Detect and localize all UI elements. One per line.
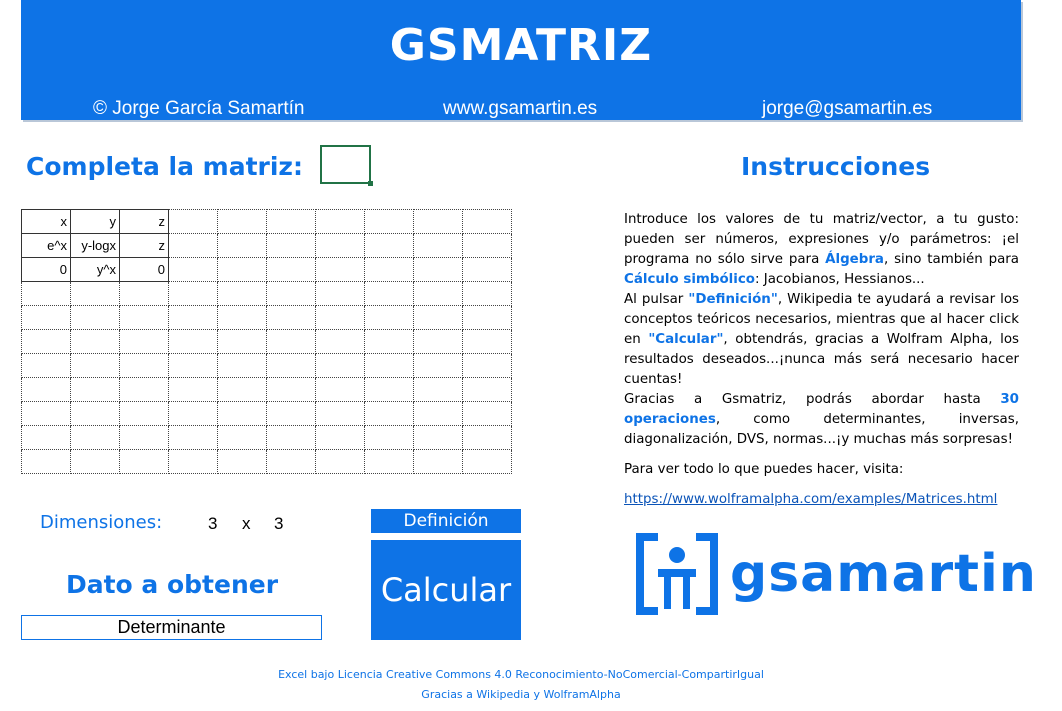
matrix-cell[interactable]	[365, 258, 414, 282]
dimensions-cols[interactable]: 3	[274, 514, 284, 533]
matrix-cell[interactable]	[316, 282, 365, 306]
matrix-cell[interactable]	[169, 378, 218, 402]
matrix-cell[interactable]	[267, 450, 316, 474]
text-span: , sino también para	[883, 252, 1020, 267]
matrix-cell[interactable]	[316, 378, 365, 402]
matrix-cell[interactable]: y	[71, 210, 120, 234]
matrix-cell[interactable]	[169, 282, 218, 306]
highlight-operaciones: 30 operaciones	[624, 392, 1019, 427]
instructions-paragraph-2	[624, 290, 1019, 390]
text-span: Introduce los valores de tu matriz/vector, a tu gusto: pueden ser números, expresiones y/o parámetros: ¡el programa no sólo sirve para	[624, 212, 1019, 267]
matrix-cell[interactable]	[71, 378, 120, 402]
matrix-cell[interactable]	[218, 234, 267, 258]
matrix-cell[interactable]	[71, 282, 120, 306]
matrix-cell[interactable]	[22, 306, 71, 330]
text-span: , obtendrás, gracias a Wolfram Alpha, los resultados deseados...¡nunca más será necesario hacer cuentas!	[624, 332, 1019, 387]
matrix-cell[interactable]	[365, 378, 414, 402]
operation-select[interactable]: Determinante	[21, 615, 322, 640]
matrix-cell[interactable]	[267, 426, 316, 450]
matrix-cell[interactable]	[316, 306, 365, 330]
matrix-cell[interactable]	[169, 426, 218, 450]
matrix-cell[interactable]	[316, 258, 365, 282]
matrix-cell[interactable]	[120, 426, 169, 450]
matrix-cell[interactable]	[316, 210, 365, 234]
matrix-cell[interactable]	[463, 234, 512, 258]
dimensions-rows[interactable]: 3	[208, 514, 218, 533]
matrix-cell[interactable]	[218, 330, 267, 354]
matrix-cell[interactable]	[120, 282, 169, 306]
matrix-row	[22, 330, 512, 354]
matrix-cell[interactable]	[463, 450, 512, 474]
matrix-row	[22, 282, 512, 306]
app-title: GSMATRIZ	[389, 20, 653, 71]
matrix-cell[interactable]	[414, 306, 463, 330]
matrix-cell[interactable]	[71, 330, 120, 354]
matrix-cell[interactable]	[365, 402, 414, 426]
matrix-cell[interactable]	[22, 450, 71, 474]
calculate-button[interactable]: Calcular	[371, 540, 521, 640]
header-banner	[21, 0, 1021, 120]
matrix-cell[interactable]	[22, 330, 71, 354]
dimensions-separator: x	[242, 514, 251, 533]
website-text: www.gsamartin.es	[443, 98, 598, 119]
matrix-cell[interactable]	[169, 258, 218, 282]
text-span: , como determinantes, inversas, diagonalización, DVS, normas...¡y muchas más sorpresas!	[624, 412, 1019, 447]
matrix-cell[interactable]	[463, 258, 512, 282]
matrix-cell[interactable]	[267, 330, 316, 354]
instructions-paragraph-1	[624, 210, 1019, 290]
matrix-cell[interactable]	[71, 306, 120, 330]
wolfram-link[interactable]: https://www.wolframalpha.com/examples/Matrices.html	[624, 492, 998, 507]
matrix-cell[interactable]	[267, 282, 316, 306]
matrix-cell[interactable]	[218, 426, 267, 450]
dimensions-label: Dimensiones:	[40, 512, 163, 533]
matrix-cell[interactable]	[463, 210, 512, 234]
matrix-cell[interactable]	[463, 378, 512, 402]
matrix-cell[interactable]	[120, 330, 169, 354]
matrix-cell[interactable]	[120, 450, 169, 474]
matrix-cell[interactable]: e^x	[22, 234, 71, 258]
matrix-cell[interactable]	[267, 258, 316, 282]
matrix-cell[interactable]	[365, 426, 414, 450]
matrix-cell[interactable]	[463, 402, 512, 426]
matrix-cell[interactable]	[267, 402, 316, 426]
text-span: , Wikipedia te ayudará a revisar los conceptos teóricos necesarios, mientras que al hacer click en	[624, 292, 1020, 347]
instructions-text	[624, 210, 1019, 510]
matrix-cell[interactable]	[218, 258, 267, 282]
matrix-cell[interactable]	[169, 210, 218, 234]
matrix-cell[interactable]	[267, 306, 316, 330]
matrix-cell[interactable]	[463, 282, 512, 306]
matrix-cell[interactable]	[218, 450, 267, 474]
matrix-cell[interactable]	[414, 282, 463, 306]
matrix-grid	[21, 209, 512, 474]
text-span: Al pulsar	[624, 292, 689, 307]
matrix-cell[interactable]	[120, 402, 169, 426]
matrix-cell[interactable]: y-logx	[71, 234, 120, 258]
matrix-cell[interactable]	[22, 426, 71, 450]
matrix-cell[interactable]	[414, 450, 463, 474]
copyright-text: © Jorge García Samartín	[93, 98, 305, 119]
instructions-heading: Instrucciones	[741, 152, 931, 181]
matrix-cell[interactable]	[71, 426, 120, 450]
gsamartin-logo	[636, 533, 1037, 615]
matrix-cell[interactable]	[365, 306, 414, 330]
selected-cell[interactable]	[320, 145, 371, 184]
highlight-definicion: "Definición"	[688, 292, 778, 307]
matrix-cell[interactable]	[316, 450, 365, 474]
matrix-cell[interactable]	[218, 282, 267, 306]
matrix-cell[interactable]	[414, 378, 463, 402]
matrix-cell[interactable]	[316, 330, 365, 354]
highlight-algebra: Álgebra	[825, 252, 884, 267]
dato-heading: Dato a obtener	[65, 570, 279, 599]
matrix-cell[interactable]	[22, 282, 71, 306]
matrix-row	[22, 354, 512, 378]
matrix-row	[22, 306, 512, 330]
matrix-cell[interactable]	[22, 354, 71, 378]
matrix-row	[22, 426, 512, 450]
matrix-cell[interactable]	[414, 258, 463, 282]
matrix-cell[interactable]	[169, 354, 218, 378]
matrix-cell[interactable]	[365, 234, 414, 258]
matrix-cell[interactable]	[365, 450, 414, 474]
matrix-cell[interactable]	[22, 378, 71, 402]
matrix-cell[interactable]	[71, 402, 120, 426]
footer-license: Excel bajo Licencia Creative Commons 4.0 Reconocimiento-NoComercial-CompartirIgual	[278, 668, 764, 681]
matrix-cell[interactable]: 0	[120, 258, 169, 282]
matrix-cell[interactable]	[414, 330, 463, 354]
matrix-cell[interactable]	[414, 426, 463, 450]
email-text: jorge@gsamartin.es	[762, 98, 933, 119]
matrix-cell[interactable]	[267, 234, 316, 258]
matrix-cell[interactable]	[365, 210, 414, 234]
highlight-calcular: "Calcular"	[648, 332, 724, 347]
matrix-cell[interactable]	[267, 378, 316, 402]
footer-thanks: Gracias a Wikipedia y WolframAlpha	[421, 688, 621, 701]
matrix-cell[interactable]	[463, 330, 512, 354]
matrix-row	[22, 210, 512, 234]
matrix-cell[interactable]	[218, 378, 267, 402]
definition-button[interactable]: Definición	[371, 509, 521, 533]
matrix-cell[interactable]	[316, 426, 365, 450]
matrix-cell[interactable]: z	[120, 234, 169, 258]
matrix-cell[interactable]	[22, 402, 71, 426]
instructions-paragraph-4: Para ver todo lo que puedes hacer, visita:	[624, 462, 904, 477]
matrix-cell[interactable]	[463, 426, 512, 450]
matrix-cell[interactable]	[463, 306, 512, 330]
matrix-cell[interactable]	[218, 402, 267, 426]
matrix-cell[interactable]: 0	[22, 258, 71, 282]
matrix-cell[interactable]	[316, 234, 365, 258]
matrix-cell[interactable]	[316, 402, 365, 426]
matrix-row	[22, 402, 512, 426]
matrix-cell[interactable]	[120, 306, 169, 330]
matrix-cell[interactable]	[71, 354, 120, 378]
matrix-cell[interactable]	[267, 210, 316, 234]
matrix-heading: Completa la matriz:	[26, 152, 303, 181]
text-span: : Jacobianos, Hessianos...	[755, 272, 925, 287]
matrix-cell[interactable]	[414, 402, 463, 426]
matrix-cell[interactable]	[71, 450, 120, 474]
highlight-calculo: Cálculo simbólico	[624, 272, 755, 287]
matrix-cell[interactable]	[365, 282, 414, 306]
matrix-row	[22, 258, 512, 282]
instructions-paragraph-3	[624, 390, 1019, 450]
matrix-cell[interactable]	[120, 378, 169, 402]
text-span: Gracias a Gsmatriz, podrás abordar hasta	[624, 392, 1001, 407]
matrix-cell[interactable]	[169, 450, 218, 474]
matrix-cell[interactable]	[463, 354, 512, 378]
matrix-cell[interactable]: y^x	[71, 258, 120, 282]
matrix-cell[interactable]	[316, 354, 365, 378]
matrix-cell[interactable]	[120, 354, 169, 378]
matrix-cell[interactable]	[365, 354, 414, 378]
matrix-cell[interactable]	[218, 210, 267, 234]
matrix-cell[interactable]	[365, 330, 414, 354]
matrix-cell[interactable]	[267, 354, 316, 378]
matrix-cell[interactable]	[414, 210, 463, 234]
matrix-cell[interactable]	[169, 330, 218, 354]
matrix-cell[interactable]: x	[22, 210, 71, 234]
matrix-cell[interactable]	[414, 234, 463, 258]
matrix-row	[22, 234, 512, 258]
matrix-cell[interactable]: z	[120, 210, 169, 234]
matrix-row	[22, 450, 512, 474]
matrix-cell[interactable]	[414, 354, 463, 378]
matrix-cell[interactable]	[169, 234, 218, 258]
logo-text: gsamartin	[730, 544, 1037, 604]
matrix-row	[22, 378, 512, 402]
matrix-cell[interactable]	[218, 306, 267, 330]
matrix-cell[interactable]	[218, 354, 267, 378]
gsamartin-logo-icon	[636, 533, 718, 615]
matrix-cell[interactable]	[169, 306, 218, 330]
matrix-cell[interactable]	[169, 402, 218, 426]
